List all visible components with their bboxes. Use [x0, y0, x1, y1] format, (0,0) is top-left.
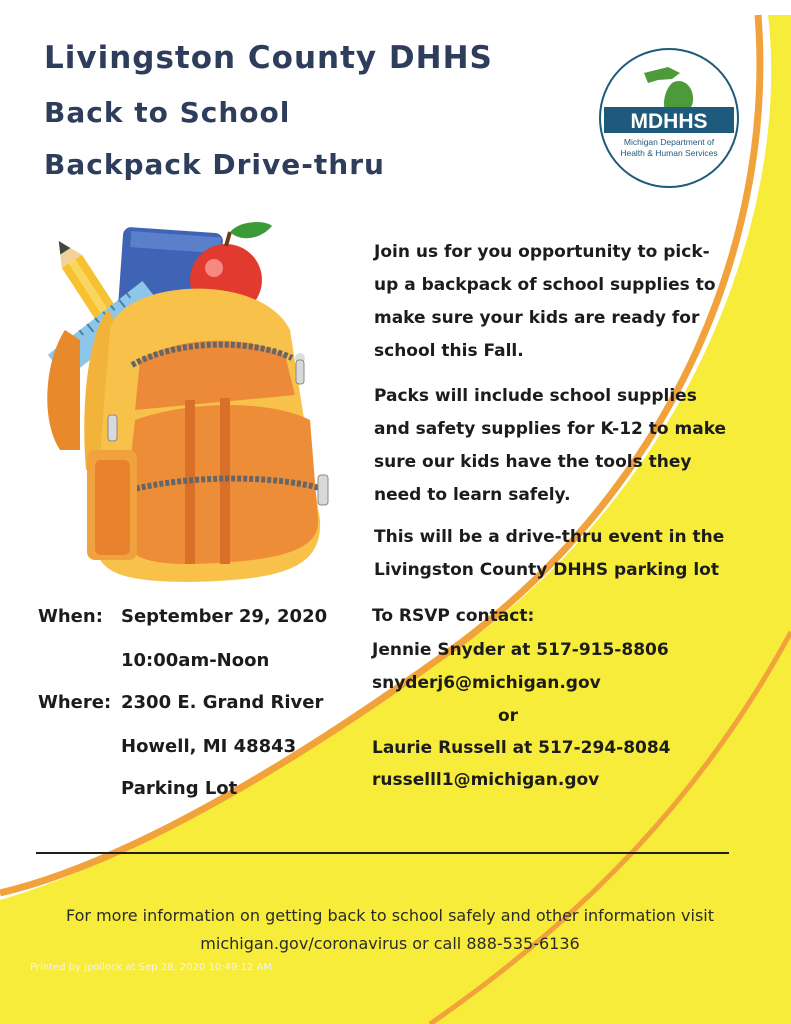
title-line-2: Back to School — [44, 96, 291, 129]
rsvp-heading: To RSVP contact: — [372, 606, 535, 626]
logo-subtitle-2: Health & Human Services — [620, 148, 718, 158]
drive-thru-line: Livingston County DHHS parking lot — [374, 560, 719, 580]
intro-line: Join us for you opportunity to pick- — [374, 242, 710, 262]
rsvp-contact-2: Laurie Russell at 517-294-8084 — [372, 738, 671, 758]
packs-line: sure our kids have the tools they — [374, 452, 692, 472]
event-time: 10:00am-Noon — [121, 650, 270, 671]
logo-text: MDHHS — [630, 110, 708, 133]
backpack-with-book-pencil-ruler-apple-icon — [40, 220, 340, 595]
footer-line-2: michigan.gov/coronavirus or call 888-535-6136 — [200, 934, 580, 953]
when-label: When: — [38, 606, 103, 627]
packs-paragraph — [374, 380, 734, 512]
address-line-2: Howell, MI 48843 — [121, 736, 297, 757]
address-line-1: 2300 E. Grand River — [121, 692, 324, 713]
event-date: September 29, 2020 — [121, 606, 328, 627]
rsvp-contact-1: Jennie Snyder at 517-915-8806 — [372, 640, 669, 660]
intro-line: school this Fall. — [374, 341, 524, 361]
logo-subtitle-1: Michigan Department of — [623, 137, 715, 147]
packs-line: Packs will include school supplies — [374, 386, 697, 406]
where-label: Where: — [38, 692, 112, 713]
mdhhs-logo — [598, 47, 740, 189]
packs-line: need to learn safely. — [374, 485, 571, 505]
intro-line: make sure your kids are ready for — [374, 308, 700, 328]
title-line-3: Backpack Drive-thru — [44, 148, 385, 181]
intro-line: up a backpack of school supplies to — [374, 275, 716, 295]
rsvp-or: or — [498, 706, 519, 726]
footer-line-1: For more information on getting back to school safely and other information visit — [66, 906, 714, 925]
divider-line — [36, 852, 729, 854]
rsvp-email-1[interactable]: snyderj6@michigan.gov — [372, 673, 601, 693]
address-line-3: Parking Lot — [121, 778, 238, 799]
drive-thru-line: This will be a drive-thru event in the — [374, 527, 725, 547]
title-line-1: Livingston County DHHS — [44, 40, 493, 76]
intro-paragraph — [374, 236, 734, 368]
rsvp-email-2[interactable]: russelll1@michigan.gov — [372, 770, 600, 790]
printed-stamp: Printed by jpollock at Sep 28, 2020 10:49:12 AM — [30, 962, 273, 973]
drive-thru-paragraph — [374, 521, 734, 587]
packs-line: and safety supplies for K-12 to make — [374, 419, 727, 439]
